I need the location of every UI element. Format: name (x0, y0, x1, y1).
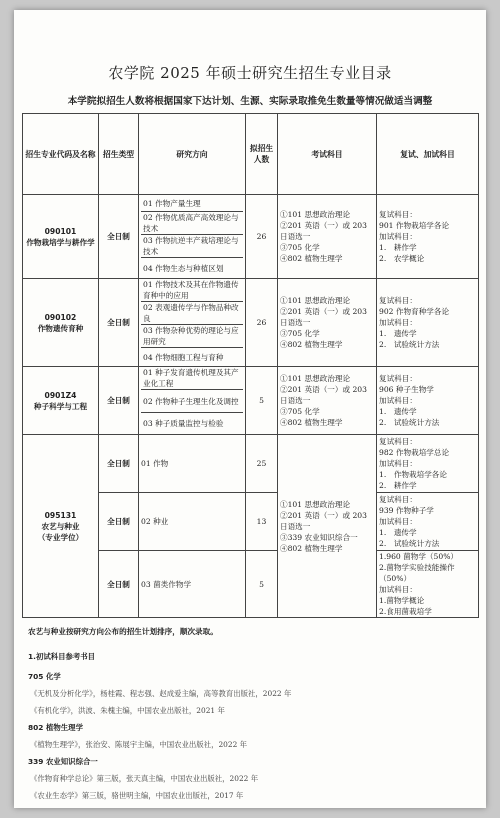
exam-item: ②201 英语（一）或 203 日语选一 (280, 307, 367, 327)
count-cell: 5 (246, 367, 278, 435)
retest-cell (377, 195, 479, 279)
reference-book: 《有机化学》，洪波、朱槐主编，中国农业出版社，2021 年 (30, 706, 225, 715)
major-name: 种子科学与工程 (33, 401, 88, 411)
major-code-cell (23, 195, 99, 279)
reference-subject: 339 农业知识综合一 (28, 757, 98, 766)
retest-cell (377, 493, 479, 551)
retest-cell (377, 435, 479, 493)
direction-item: 03 作物抗逆丰产栽培理论与技术 (141, 235, 243, 258)
reference-subject: 705 化学 (28, 672, 61, 681)
directions-cell (139, 279, 246, 367)
retest-item: 1. 遗传学 (379, 329, 417, 338)
exam-cell (278, 195, 377, 279)
reference-book: 《农业生态学》第三版，骆世明主编，中国农业出版社，2017 年 (30, 791, 244, 800)
type-cell: 全日制 (99, 279, 139, 367)
type-cell: 全日制 (99, 435, 139, 493)
directions-cell (139, 367, 246, 435)
table-row (23, 367, 479, 435)
references-heading: 1.初试科目参考书目 (28, 652, 96, 661)
exam-item: ④802 植物生理学 (280, 543, 343, 553)
table-row (23, 279, 479, 367)
reference-book: 《植物生理学》，张治安、陈展宇主编，中国农业出版社，2022 年 (30, 740, 248, 749)
direction-item: 04 作物细胞工程与育种 (143, 352, 224, 362)
exam-item: ④802 植物生理学 (280, 418, 343, 427)
retest-item: 901 作物栽培学各论 (379, 221, 450, 230)
exam-item: ①101 思想政治理论 (280, 296, 351, 305)
major-code-cell (23, 435, 99, 618)
header-cell: 研究方向 (139, 114, 246, 195)
retest-item: 2.食用菌栽培学 (379, 607, 432, 616)
exam-item: ②201 英语（一）或 203 日语选一 (280, 221, 367, 241)
retest-item: 1. 遗传学 (379, 528, 417, 537)
direction-cell: 01 作物 (139, 435, 246, 493)
major-code: 090102 (44, 312, 77, 322)
exam-item: ④802 植物生理学 (280, 254, 343, 263)
exam-item: ②201 英语（一）或 203 日语选一 (280, 510, 367, 531)
reference-books (22, 651, 478, 801)
type-cell: 全日制 (99, 367, 139, 435)
major-degree-type: （专业学位） (37, 532, 84, 542)
retest-cell (377, 367, 479, 435)
type-cell: 全日制 (99, 195, 139, 279)
exam-item: ①101 思想政治理论 (280, 499, 351, 509)
retest-item: 1. 耕作学 (379, 243, 417, 252)
retest-item: 1. 遗传学 (379, 407, 417, 416)
reference-book: 《无机及分析化学》，杨桂霞、程志强、赵成爱主编，高等教育出版社，2022 年 (30, 689, 292, 698)
retest-item: 复试科目： (379, 210, 417, 219)
count-cell: 5 (246, 551, 278, 618)
page-title: 农学院 2025 年硕士研究生招生专业目录 (108, 64, 392, 82)
major-name: 农艺与种业 (41, 521, 80, 531)
count-cell: 25 (246, 435, 278, 493)
exam-item: ①101 思想政治理论 (280, 374, 351, 383)
major-code: 095131 (44, 510, 77, 520)
retest-item: 2. 耕作学 (379, 481, 417, 490)
table-row (23, 435, 479, 493)
exam-item: ④802 植物生理学 (280, 340, 343, 349)
major-name: 作物栽培学与耕作学 (26, 237, 95, 247)
direction-item: 02 作物种子生理生化及调控 (141, 390, 243, 413)
retest-item: 902 作物育种学各论 (379, 307, 450, 316)
retest-item: 1.960 菌物学（50%） (379, 552, 458, 561)
major-code-cell (23, 279, 99, 367)
header-cell: 招生专业代码及名称 (23, 114, 99, 195)
direction-item: 01 作物技术及其在作物遗传育种中的应用 (141, 279, 243, 302)
reference-subject: 802 植物生理学 (28, 723, 83, 732)
page-subtitle: 本学院拟招生人数将根据国家下达计划、生源、实际录取推免生数量等情况做适当调整 (67, 96, 433, 107)
major-code: 0901Z4 (44, 390, 77, 400)
exam-item: ①101 思想政治理论 (280, 210, 351, 219)
retest-item: 加试科目： (379, 585, 417, 594)
header-cell: 拟招生人数 (246, 114, 278, 195)
direction-item: 01 作物产量生理 (141, 195, 243, 212)
type-cell: 全日制 (99, 551, 139, 618)
direction-item: 01 种子发育遗传机理及其产业化工程 (141, 367, 243, 390)
retest-cell (377, 279, 479, 367)
retest-item: 加试科目： (379, 396, 417, 405)
retest-item: 2. 试验统计方法 (379, 418, 440, 427)
header-cell: 考试科目 (278, 114, 377, 195)
retest-item: 加试科目： (379, 517, 417, 526)
header-cell: 招生类型 (99, 114, 139, 195)
ranking-note: 农艺与种业按研究方向公布的招生计划排序，顺次录取。 (28, 627, 218, 636)
exam-cell (278, 367, 377, 435)
retest-item: 982 作物栽培学总论 (379, 448, 450, 457)
exam-item: ③705 化学 (280, 243, 320, 252)
directions-cell (139, 195, 246, 279)
major-code: 090101 (44, 226, 77, 236)
exam-cell (278, 279, 377, 367)
retest-item: 1. 作物栽培学各论 (379, 470, 447, 479)
count-cell: 26 (246, 195, 278, 279)
retest-item: 939 作物种子学 (379, 506, 434, 515)
retest-cell (377, 551, 479, 618)
retest-item: 复试科目： (379, 296, 417, 305)
retest-item: 2.菌物学实验技能操作（50%） (379, 563, 455, 583)
header-cell: 复试、加试科目 (377, 114, 479, 195)
direction-cell: 03 菌类作物学 (139, 551, 246, 618)
retest-item: 1.菌物学概论 (379, 596, 425, 605)
exam-item: ③705 化学 (280, 329, 320, 338)
retest-item: 复试科目： (379, 495, 417, 504)
retest-item: 加试科目： (379, 459, 417, 468)
direction-item: 02 作物优质高产高效理论与技术 (141, 212, 243, 235)
count-cell: 13 (246, 493, 278, 551)
reference-book: 《作物育种学总论》第三版，张天真主编，中国农业出版社，2022 年 (30, 774, 259, 783)
type-cell: 全日制 (99, 493, 139, 551)
retest-item: 2. 试验统计方法 (379, 340, 440, 349)
direction-item: 03 种子质量监控与检验 (143, 419, 224, 428)
exam-cell (278, 435, 377, 618)
major-code-cell (23, 367, 99, 435)
retest-item: 加试科目： (379, 318, 417, 327)
retest-item: 2. 农学概论 (379, 254, 425, 263)
direction-item: 02 表观遗传学与作物品种改良 (141, 302, 243, 325)
retest-item: 复试科目： (379, 437, 417, 446)
count-cell: 26 (246, 279, 278, 367)
exam-item: ③339 农业知识综合一 (280, 532, 358, 542)
major-name: 作物遗传育种 (37, 323, 84, 333)
exam-item: ②201 英语（一）或 203 日语选一 (280, 385, 367, 405)
direction-item: 04 作物生态与种植区划 (143, 263, 224, 273)
table-header-row (23, 114, 479, 195)
retest-item: 2. 试验统计方法 (379, 539, 440, 548)
retest-item: 加试科目： (379, 232, 417, 241)
table-row (23, 195, 479, 279)
direction-cell: 02 种业 (139, 493, 246, 551)
retest-item: 复试科目： (379, 374, 417, 383)
document-page (14, 10, 486, 808)
direction-item: 03 作物杂种优势的理论与应用研究 (141, 325, 243, 348)
retest-item: 906 种子生物学 (379, 385, 434, 394)
catalog-table (22, 113, 479, 618)
exam-item: ③705 化学 (280, 407, 320, 416)
